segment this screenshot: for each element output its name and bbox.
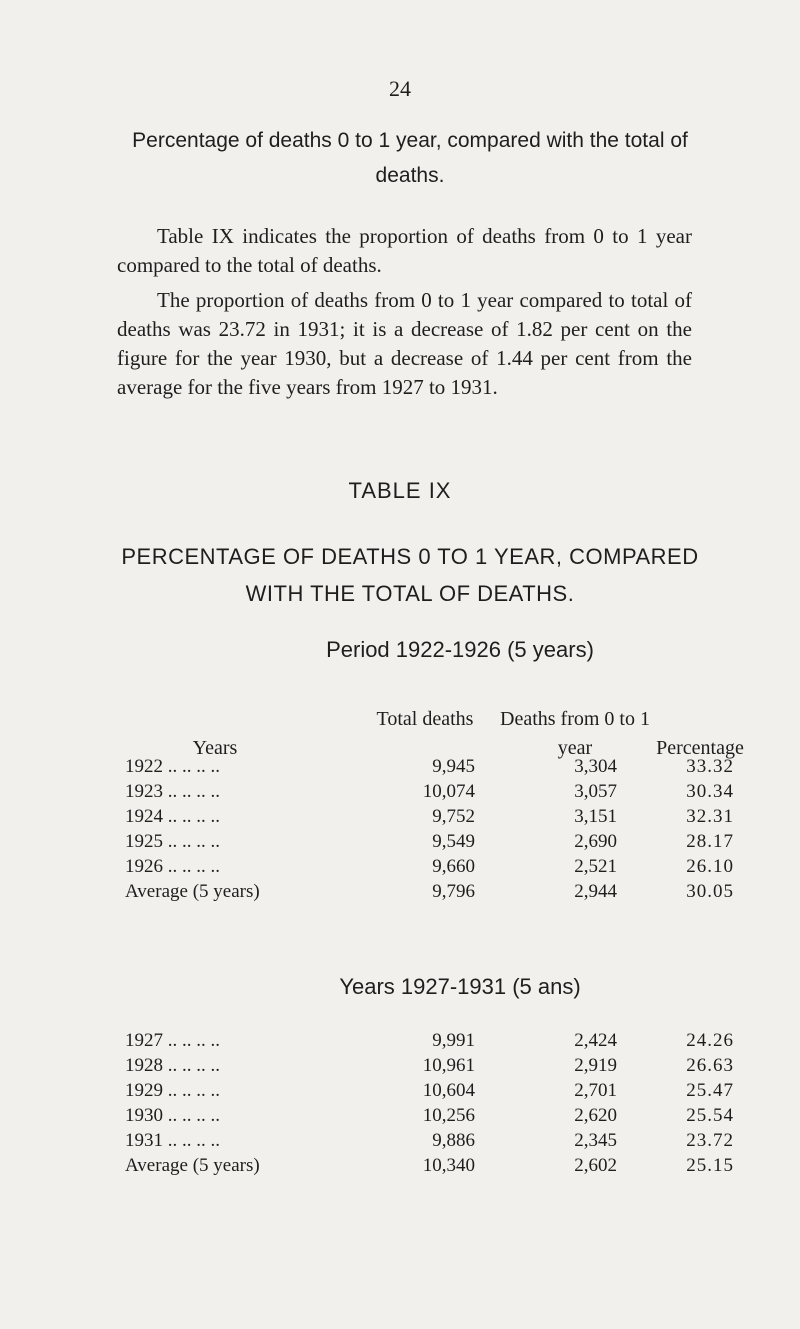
infant-deaths-cell: 2,602: [574, 1155, 617, 1176]
page-number: 24: [389, 76, 411, 101]
table-label: TABLE IX: [348, 478, 452, 503]
year-cell: 1931 .. .. .. ..: [125, 1130, 220, 1151]
total-deaths-cell: 9,945: [432, 756, 475, 777]
infant-deaths-cell: 2,620: [574, 1105, 617, 1126]
total-deaths-cell: 9,991: [432, 1030, 475, 1051]
column-header-deaths-0-1: Deaths from 0 to 1 year: [500, 708, 650, 759]
infant-deaths-cell: 2,944: [574, 881, 617, 902]
infant-deaths-cell: 2,521: [574, 856, 617, 877]
percentage-cell: 30.05: [686, 881, 734, 902]
year-cell: 1923 .. .. .. ..: [125, 781, 220, 802]
year-cell: 1930 .. .. .. ..: [125, 1105, 220, 1126]
year-cell: 1922 .. .. .. ..: [125, 756, 220, 777]
total-deaths-cell: 10,604: [422, 1080, 475, 1101]
total-deaths-cell: 10,256: [422, 1105, 475, 1126]
percentage-cell: 25.15: [686, 1155, 734, 1176]
total-deaths-cell: 10,074: [422, 781, 475, 802]
percentage-cell: 33.32: [686, 756, 734, 777]
year-cell: 1925 .. .. .. ..: [125, 831, 220, 852]
paragraph-analysis: [117, 286, 692, 402]
paragraph-intro-text: Table IX indicates the proportion of deaths from 0 to 1 year compared to the total of deaths.: [117, 224, 692, 277]
paragraph-intro: [117, 222, 692, 280]
total-deaths-cell: 9,886: [432, 1130, 475, 1151]
column-header-years: Years: [192, 737, 238, 759]
percentage-cell: 25.54: [686, 1105, 734, 1126]
total-deaths-cell: 9,752: [432, 806, 475, 827]
period-heading: Years 1927-1931 (5 ans): [339, 974, 581, 999]
column-header-total-deaths: Total deaths: [376, 708, 474, 730]
year-cell: 1926 .. .. .. ..: [125, 856, 220, 877]
infant-deaths-cell: 3,057: [574, 781, 617, 802]
total-deaths-cell: 9,549: [432, 831, 475, 852]
percentage-cell: 24.26: [686, 1030, 734, 1051]
percentage-cell: 32.31: [686, 806, 734, 827]
year-cell: 1929 .. .. .. ..: [125, 1080, 220, 1101]
percentage-cell: 30.34: [686, 781, 734, 802]
table-title: PERCENTAGE OF DEATHS 0 TO 1 YEAR, COMPARED WITH THE TOTAL OF DEATHS.: [121, 544, 699, 606]
percentage-cell: 23.72: [686, 1130, 734, 1151]
paragraph-analysis-text: The proportion of deaths from 0 to 1 year compared to total of deaths was 23.72 in 1931; it is a decrease of 1.82 per cent on the figure for the year 1930, but a decrease of 1.44 per cent from the average for the five years from 1927 to 1931.: [117, 288, 692, 399]
infant-deaths-cell: 2,919: [574, 1055, 617, 1076]
percentage-cell: 26.63: [686, 1055, 734, 1076]
infant-deaths-cell: 3,151: [574, 806, 617, 827]
total-deaths-cell: 10,340: [422, 1155, 475, 1176]
infant-deaths-cell: 2,690: [574, 831, 617, 852]
period-heading: Period 1922-1926 (5 years): [326, 637, 594, 662]
total-deaths-cell: 9,796: [432, 881, 475, 902]
table-row: [0, 1155, 800, 1185]
total-deaths-cell: 9,660: [432, 856, 475, 877]
year-cell: 1928 .. .. .. ..: [125, 1055, 220, 1076]
infant-deaths-cell: 2,701: [574, 1080, 617, 1101]
year-cell: 1927 .. .. .. ..: [125, 1030, 220, 1051]
infant-deaths-cell: 2,345: [574, 1130, 617, 1151]
total-deaths-cell: 10,961: [422, 1055, 475, 1076]
year-cell: 1924 .. .. .. ..: [125, 806, 220, 827]
percentage-cell: 25.47: [686, 1080, 734, 1101]
infant-deaths-cell: 3,304: [574, 756, 617, 777]
column-header-percentage: Percentage: [656, 737, 744, 759]
percentage-cell: 28.17: [686, 831, 734, 852]
year-cell: Average (5 years): [125, 881, 260, 902]
infant-deaths-cell: 2,424: [574, 1030, 617, 1051]
table-row: [0, 881, 800, 911]
year-cell: Average (5 years): [125, 1155, 260, 1176]
section-heading: Percentage of deaths 0 to 1 year, compared with the total of deaths.: [132, 129, 688, 187]
percentage-cell: 26.10: [686, 856, 734, 877]
